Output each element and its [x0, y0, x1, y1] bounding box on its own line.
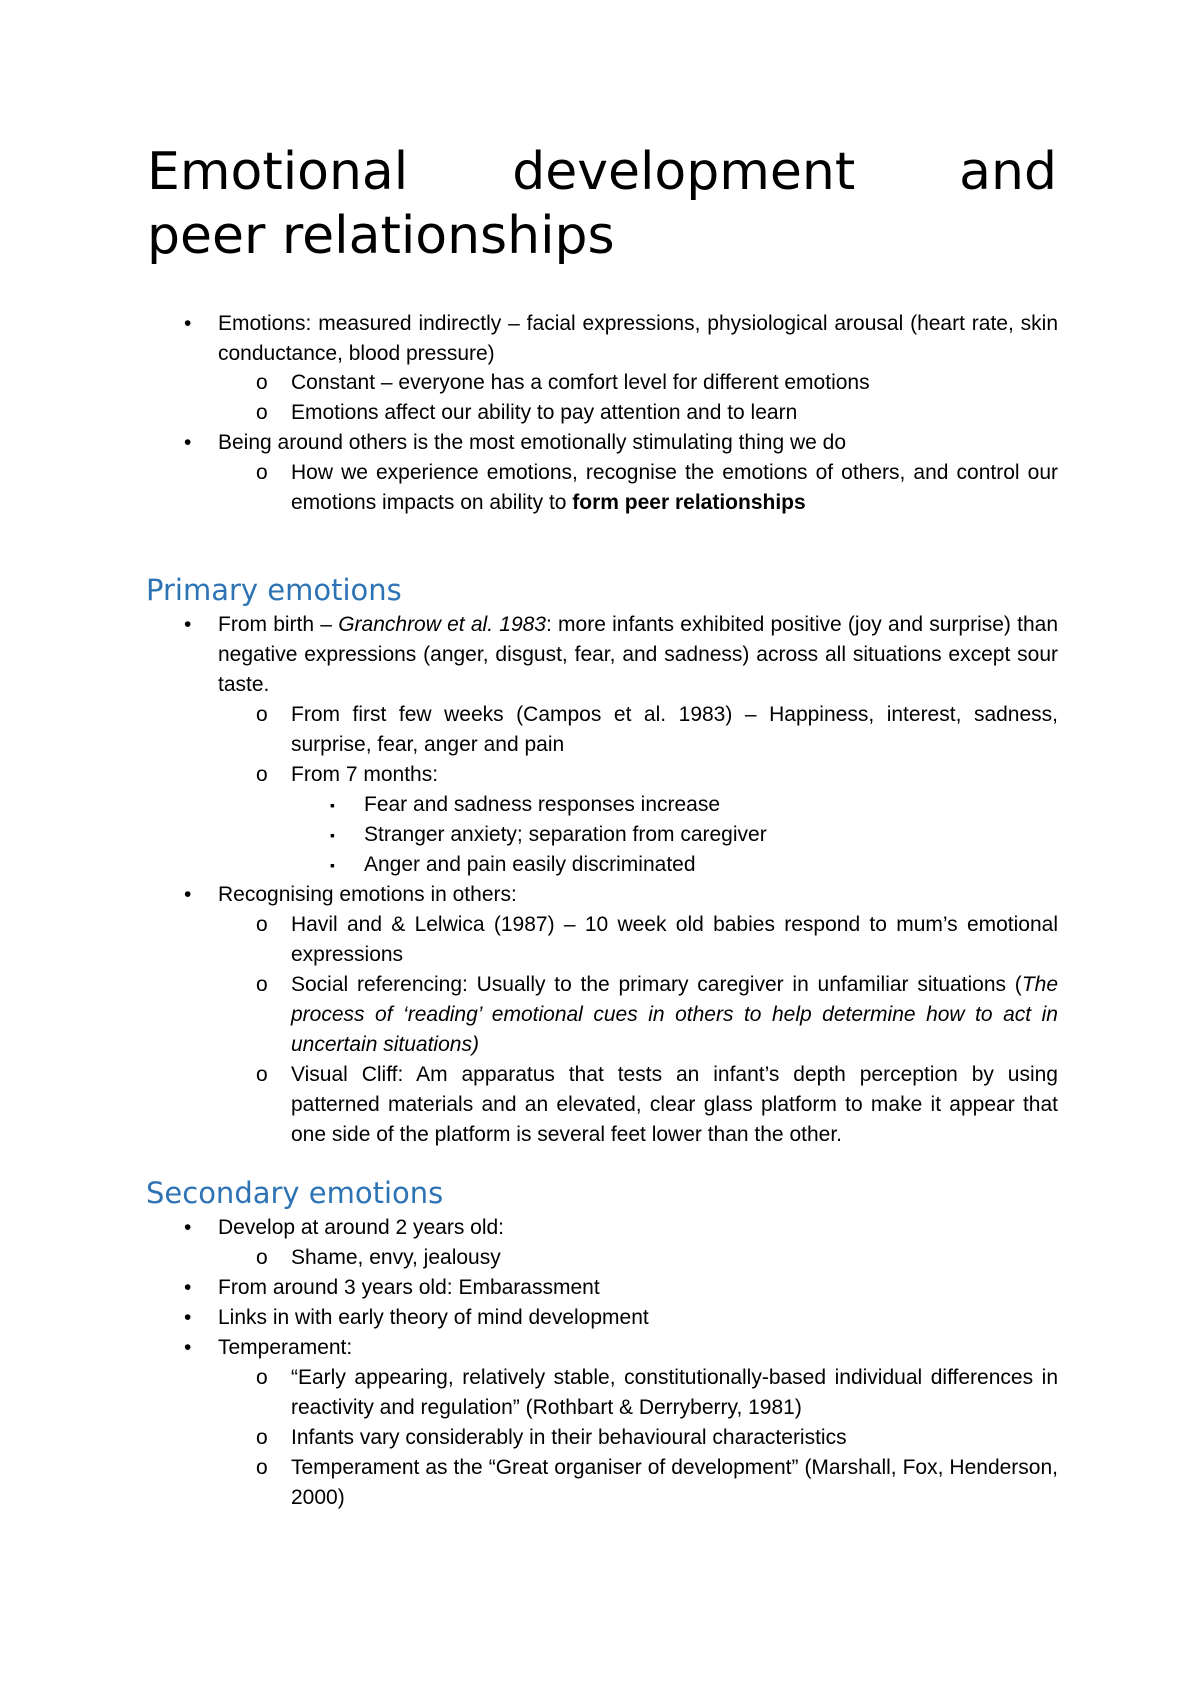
list-item	[218, 610, 1058, 700]
circle-bullet-icon: o	[256, 1456, 268, 1479]
square-bullet-icon: ▪	[330, 797, 335, 813]
list-item	[291, 970, 1058, 1060]
list-item: Temperament as the “Great organiser of development” (Marshall, Fox, Henderson, 2000)	[291, 1456, 1058, 1509]
circle-bullet-icon: o	[256, 401, 268, 424]
circle-bullet-icon: o	[256, 973, 268, 996]
list-item-text: From birth –	[218, 613, 339, 636]
list-item: “Early appearing, relatively stable, constitutionally-based individual differences in reactivity and regulation” (Rothbart & Derryberry, 1981)	[291, 1366, 1058, 1419]
list-item: Develop at around 2 years old:	[218, 1216, 505, 1239]
list-item: Stranger anxiety; separation from caregiver	[364, 823, 767, 846]
circle-bullet-icon: o	[256, 763, 268, 786]
list-item: From around 3 years old: Embarassment	[218, 1276, 600, 1299]
citation: Granchrow et al. 1983	[338, 613, 546, 636]
circle-bullet-icon: o	[256, 703, 268, 726]
circle-bullet-icon: o	[256, 913, 268, 936]
title-line-2: peer relationships	[147, 206, 615, 266]
list-item: Emotions: measured indirectly – facial expressions, physiological arousal (heart rate, skin conductance, blood pressure)	[218, 312, 1058, 365]
list-item-text: Social referencing: Usually to the primary caregiver in unfamiliar situations (	[291, 973, 1022, 996]
bullet-icon: •	[184, 431, 192, 454]
list-item	[291, 458, 1058, 518]
circle-bullet-icon: o	[256, 1246, 268, 1269]
emphasis-text: form peer relationships	[572, 491, 806, 514]
list-item-text: How we experience emotions, recognise the emotions of others, and control our emotions impacts on ability to	[291, 461, 1058, 514]
section-heading-primary: Primary emotions	[146, 573, 402, 607]
list-item: Constant – everyone has a comfort level for different emotions	[291, 371, 870, 394]
circle-bullet-icon: o	[256, 371, 268, 394]
list-item: Havil and & Lelwica (1987) – 10 week old babies respond to mum’s emotional expressions	[291, 913, 1058, 966]
list-item: From first few weeks (Campos et al. 1983) – Happiness, interest, sadness, surprise, fear, anger and pain	[291, 703, 1058, 756]
list-item-text: : more infants exhibited positive (joy and surprise) than negative expressions (anger, disgust, fear, and sadness) across all situations except sour taste.	[218, 613, 1059, 696]
document-title	[147, 140, 1057, 268]
bullet-icon: •	[184, 1306, 192, 1329]
list-item: Visual Cliff: Am apparatus that tests an infant’s depth perception by using patterned materials and an elevated, clear glass platform to make it appear that one side of the platform is several feet lower than the other.	[291, 1063, 1058, 1146]
list-item: From 7 months:	[291, 763, 439, 786]
section-heading-secondary: Secondary emotions	[146, 1176, 444, 1210]
circle-bullet-icon: o	[256, 1366, 268, 1389]
circle-bullet-icon: o	[256, 1063, 268, 1086]
definition-text: The process of ‘reading’ emotional cues in others to help determine how to act in uncertain situations)	[291, 973, 1058, 1056]
title-word: development	[512, 142, 856, 202]
bullet-icon: •	[184, 1276, 192, 1299]
bullet-icon: •	[184, 883, 192, 906]
list-item: Emotions affect our ability to pay attention and to learn	[291, 401, 798, 424]
list-item: Infants vary considerably in their behavioural characteristics	[291, 1426, 847, 1449]
list-item: Fear and sadness responses increase	[364, 793, 721, 816]
list-item: Temperament:	[218, 1336, 353, 1359]
square-bullet-icon: ▪	[330, 827, 335, 843]
title-word: and	[959, 142, 1057, 202]
bullet-icon: •	[184, 1336, 192, 1359]
list-item: Anger and pain easily discriminated	[364, 853, 696, 876]
list-item: Links in with early theory of mind development	[218, 1306, 649, 1329]
square-bullet-icon: ▪	[330, 857, 335, 873]
title-word: Emotional	[147, 142, 409, 202]
circle-bullet-icon: o	[256, 1426, 268, 1449]
bullet-icon: •	[184, 613, 192, 636]
circle-bullet-icon: o	[256, 461, 268, 484]
list-item: Being around others is the most emotionally stimulating thing we do	[218, 431, 847, 454]
bullet-icon: •	[184, 1216, 192, 1239]
list-item: Recognising emotions in others:	[218, 883, 517, 906]
bullet-icon: •	[184, 312, 192, 335]
list-item: Shame, envy, jealousy	[291, 1246, 501, 1269]
